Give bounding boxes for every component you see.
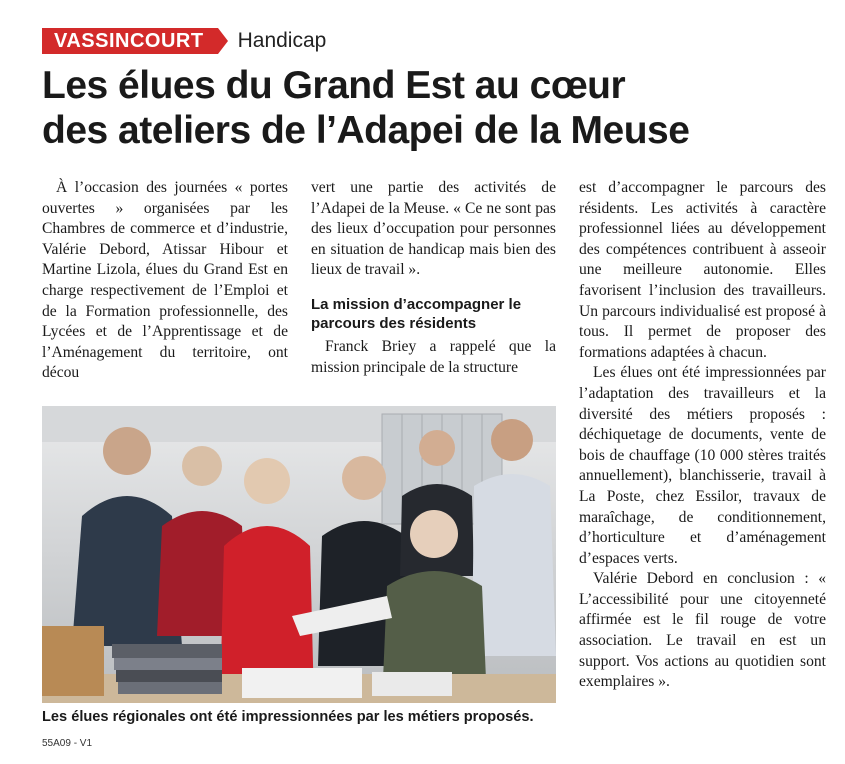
article-paragraph-1: À l’occasion des journées « portes ouvertes » organisées par les Chambres de commerce et d’industrie, Valérie Debord, Atissar Hibour et Martine Lizola, élues du Grand Est en charge respectivement de l’Emploi et de la Formation professionnelle, des Lycées et de l’Apprentissage et de l’Aménagement du territoire, ont décou [42, 179, 288, 382]
headline [42, 63, 802, 153]
location-tag: VASSINCOURT [42, 28, 218, 54]
article-paragraph-4: Valérie Debord en conclusion : « L’accessibilité pour une citoyenneté affirmée est le fil rouge de votre association. Le travail en est un support. Vos actions au quotidien sont exemplaires ». [579, 570, 826, 691]
article-photo [42, 406, 556, 703]
article-paragraph-3: Les élues ont été impressionnées par l’adaptation des travailleurs et la diversité des métiers proposés : déchiquetage de documents, vente de bois de chauffage (10 000 stères traités annuellement), blanchisserie, travail à La Poste, chez Essilor, travaux de maraîchage, de conditionnement, d’horticulture et d’aménagement d’espaces verts. [579, 364, 826, 567]
headline-line-2: des ateliers de l’Adapei de la Meuse [42, 109, 690, 152]
page-code: 55A09 - V1 [42, 738, 93, 749]
photo-caption: Les élues régionales ont été impressionnées par les métiers proposés. [42, 709, 534, 725]
article-subhead: La mission d’accompagner le parcours des résidents [311, 295, 522, 332]
article-column-1 [42, 178, 288, 384]
article-paragraph-2: Franck Briey a rappelé que la mission principale de la structure [311, 337, 556, 376]
article-column-2 [311, 178, 556, 378]
section-label: Handicap [237, 29, 327, 52]
headline-line-1: Les élues du Grand Est au cœur [42, 64, 626, 107]
kicker [42, 28, 326, 54]
article-paragraph-2-cont: est d’accompagner le parcours des résidents. Les activités à caractère professionnel liées au développement des compétences contribuent à asseoir une meilleure autonomie. Elles favorisent l’inclusion des travailleurs. Un parcours individualisé est proposé à tous. Il permet de proposer des formations adaptées à chacun. [579, 179, 826, 361]
article-paragraph-1-cont: vert une partie des activités de l’Adapei de la Meuse. « Ce ne sont pas des lieux d’occupation pour personnes en situation de handicap mais bien des lieux de travail ». [311, 179, 556, 279]
article-column-3 [579, 178, 826, 693]
photo-illustration [42, 406, 556, 703]
